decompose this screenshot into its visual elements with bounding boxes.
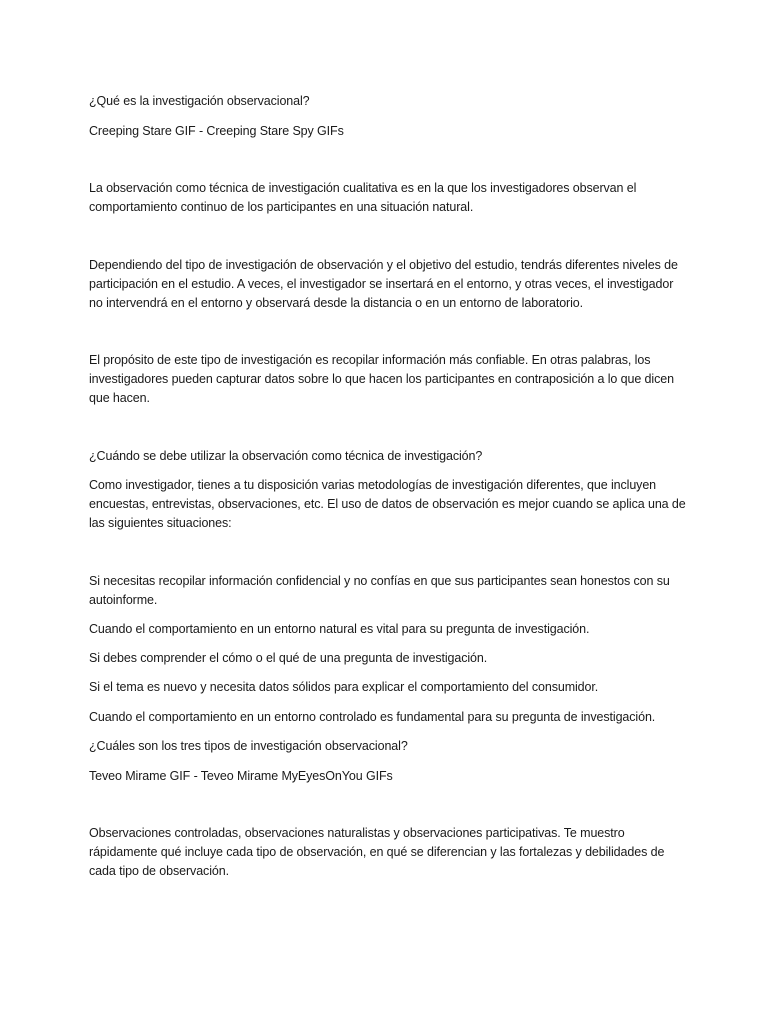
list-item-how-or-what: Si debes comprender el cómo o el qué de una pregunta de investigación. bbox=[89, 651, 488, 665]
list-item-new-topic: Si el tema es nuevo y necesita datos sólidos para explicar el comportamiento del consumidor. bbox=[89, 680, 599, 694]
heading-when-to-use: ¿Cuándo se debe utilizar la observación como técnica de investigación? bbox=[89, 449, 483, 463]
list-item-controlled-environment: Cuando el comportamiento en un entorno controlado es fundamental para su pregunta de investigación. bbox=[89, 710, 656, 724]
paragraph-definition: La observación como técnica de investigación cualitativa es en la que los investigadores observan el comportamiento continuo de los participantes en una situación natural. bbox=[89, 181, 637, 214]
heading-three-types: ¿Cuáles son los tres tipos de investigación observacional? bbox=[89, 739, 408, 753]
heading-what-is-observational-research: ¿Qué es la investigación observacional? bbox=[89, 94, 310, 108]
paragraph-methodologies: Como investigador, tienes a tu disposición varias metodologías de investigación diferentes, que incluyen encuestas, entrevistas, observaciones, etc. El uso de datos de observación es mejor cuando se aplica una de las siguientes situaciones: bbox=[89, 478, 686, 530]
paragraph-purpose: El propósito de este tipo de investigación es recopilar información más confiable. En otras palabras, los investigadores pueden capturar datos sobre lo que hacen los participantes en contraposición a lo que dicen que hacen. bbox=[89, 353, 674, 405]
list-item-confidential-info: Si necesitas recopilar información confidencial y no confías en que sus participantes sean honestos con su autoinforme. bbox=[89, 574, 670, 607]
list-item-natural-environment: Cuando el comportamiento en un entorno natural es vital para su pregunta de investigación. bbox=[89, 622, 590, 636]
paragraph-participation-levels: Dependiendo del tipo de investigación de observación y el objetivo del estudio, tendrás diferentes niveles de participación en el estudio. A veces, el investigador se insertará en el entorno, y otras veces, el investigador no intervendrá en el entorno y observará desde la distancia o en un entorno de laboratorio. bbox=[89, 258, 678, 310]
gif-caption-creeping-stare: Creeping Stare GIF - Creeping Stare Spy GIFs bbox=[89, 124, 344, 138]
gif-caption-teveo-mirame: Teveo Mirame GIF - Teveo Mirame MyEyesOnYou GIFs bbox=[89, 769, 393, 783]
paragraph-types-summary: Observaciones controladas, observaciones naturalistas y observaciones participativas. Te muestro rápidamente qué incluye cada tipo de observación, en qué se diferencian y las fortalezas y debilidades de cada tipo de observación. bbox=[89, 826, 665, 878]
